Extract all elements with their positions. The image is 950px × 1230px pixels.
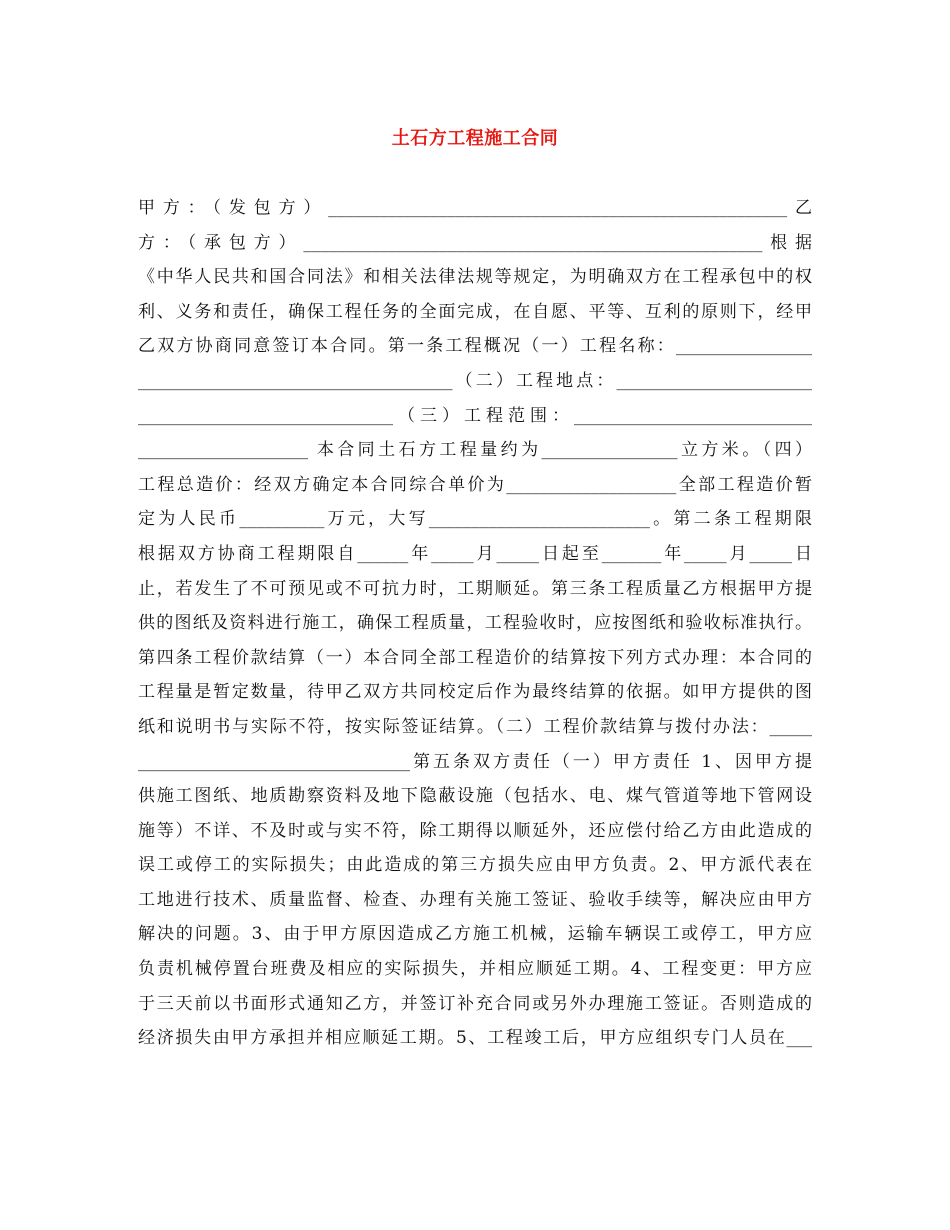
contract-line: 于三天前以书面形式通知乙方，并签订补充合同或另外办理施工签证。否则造成的 [138, 993, 812, 1014]
contract-line: 供的图纸及资料进行施工，确保工程质量，工程验收时，应按图纸和验收标准执行。 [138, 613, 812, 634]
contract-line: 负责机械停置台班费及相应的实际损失，并相应顺延工期。4、工程变更：甲方应 [138, 959, 812, 980]
contract-line: 方：（承包方）______________________________________________________根据 [138, 232, 812, 253]
contract-line: 经济损失由甲方承担并相应顺延工期。5、工程竣工后，甲方应组织专门人员在___ [138, 1028, 812, 1049]
contract-line: 甲方：（发包方）______________________________________________________乙 [138, 198, 812, 218]
contract-line: 供施工图纸、地质勘察资料及地下隐蔽设施（包括水、电、煤气管道等地下管网设 [138, 786, 812, 807]
contract-line: 定为人民币__________万元，大写__________________________。第二条工程期限 [138, 509, 812, 530]
contract-line: ________________________________第五条双方责任（一）甲方责任 1、因甲方提 [138, 751, 812, 772]
contract-line: 工程量是暂定数量，待甲乙双方共同校定后作为最终结算的依据。如甲方提供的图 [138, 682, 812, 703]
contract-line: 工地进行技术、质量监督、检查、办理有关施工签证、验收手续等，解决应由甲方 [138, 889, 812, 910]
contract-line: 《中华人民共和国合同法》和相关法律法规等规定，为明确双方在工程承包中的权 [138, 267, 812, 288]
contract-line: 根据双方协商工程期限自______年_____月_____日起至_______年_____月_____日 [138, 543, 812, 564]
contract-line: 第四条工程价款结算（一）本合同全部工程造价的结算按下列方式办理：本合同的 [138, 647, 812, 668]
contract-line: 解决的问题。3、由于甲方原因造成乙方施工机械，运输车辆误工或停工，甲方应 [138, 924, 812, 945]
contract-line: ____________________ 本合同土石方工程量约为________________立方米。（四） [138, 440, 812, 461]
contract-line: 止，若发生了不可预见或不可抗力时，工期顺延。第三条工程质量乙方根据甲方提 [138, 578, 812, 599]
contract-line: 误工或停工的实际损失；由此造成的第三方损失应由甲方负责。2、甲方派代表在 [138, 855, 812, 876]
contract-line: ______________________________（三）工程范围：____________________________ [138, 405, 812, 426]
contract-line: 工程总造价：经双方确定本合同综合单价为____________________全部工程造价暂 [138, 474, 812, 495]
contract-line: 纸和说明书与实际不符，按实际签证结算。（二）工程价款结算与拨付办法：_____ [138, 716, 812, 737]
contract-line: _____________________________________（二）工程地点：_______________________ [138, 370, 812, 391]
contract-line: 施等）不详、不及时或与实不符，除工期得以顺延外，还应偿付给乙方由此造成的 [138, 820, 812, 841]
contract-body [138, 191, 812, 1056]
contract-line: 利、义务和责任，确保工程任务的全面完成，在自愿、平等、互利的原则下，经甲 [138, 301, 812, 322]
document-title: 土石方工程施工合同 [391, 128, 559, 149]
contract-line: 乙双方协商同意签订本合同。第一条工程概况（一）工程名称：________________ [138, 336, 812, 357]
